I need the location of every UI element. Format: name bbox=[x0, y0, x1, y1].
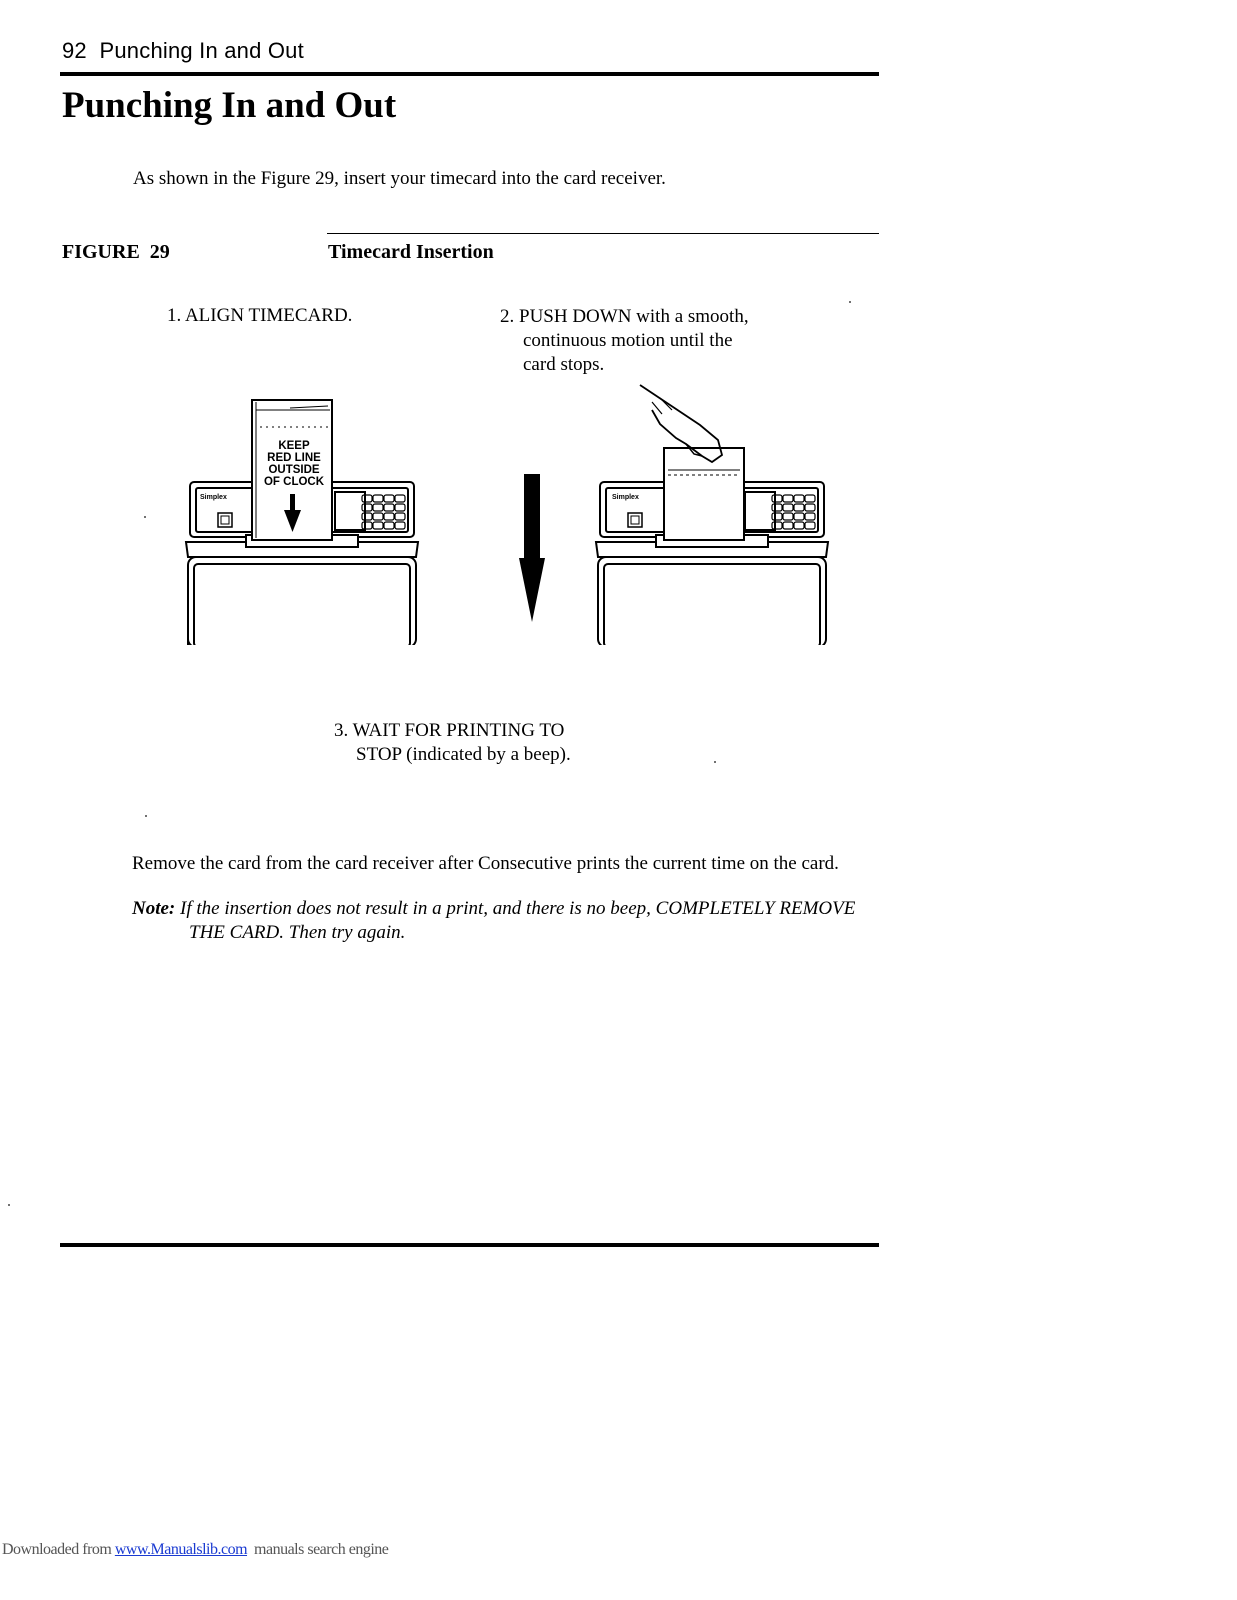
scan-speck bbox=[849, 301, 851, 303]
clock-left bbox=[186, 400, 418, 645]
page-title: Punching In and Out bbox=[62, 85, 397, 126]
card-text-line-4: OF CLOCK bbox=[263, 476, 325, 488]
scan-speck bbox=[144, 516, 146, 518]
timecard-label bbox=[252, 440, 336, 488]
figure-label: FIGURE 29 bbox=[62, 241, 170, 263]
card-text-line-1: KEEP bbox=[278, 440, 310, 452]
step-2-line-1: PUSH DOWN with a smooth, bbox=[519, 306, 749, 327]
step-1-number: 1. bbox=[167, 305, 182, 326]
note-label: Note: bbox=[132, 898, 176, 919]
remove-paragraph: Remove the card from the card receiver after Consecutive prints the current time on the card. bbox=[132, 853, 839, 874]
footer-suffix: manuals search engine bbox=[247, 1541, 389, 1558]
footer-rule bbox=[60, 1243, 879, 1247]
clock-right bbox=[596, 385, 828, 645]
note-line-2: THE CARD. Then try again. bbox=[189, 922, 406, 943]
note bbox=[132, 897, 855, 945]
step-1 bbox=[167, 305, 352, 327]
manualslib-link[interactable]: www.Manualslib.com bbox=[114, 1541, 248, 1558]
running-header bbox=[62, 38, 304, 64]
download-footer bbox=[2, 1541, 388, 1559]
header-rule bbox=[60, 72, 879, 76]
scan-speck bbox=[8, 1204, 10, 1206]
intro-paragraph: As shown in the Figure 29, insert your timecard into the card receiver. bbox=[133, 168, 666, 189]
brand-logo-right: Simplex bbox=[612, 494, 639, 501]
card-text-line-2: RED LINE bbox=[267, 452, 321, 464]
scan-speck bbox=[145, 815, 147, 817]
push-down-arrow bbox=[519, 474, 545, 622]
page-number: 92 bbox=[62, 38, 87, 63]
step-2-number: 2. bbox=[500, 306, 515, 327]
step-2-line-2: continuous motion until the bbox=[523, 330, 733, 351]
note-line-1: If the insertion does not result in a print, and there is no beep, COMPLETELY REMOVE bbox=[180, 898, 856, 919]
step-3-line-1: WAIT FOR PRINTING TO bbox=[352, 720, 565, 741]
footer-prefix: Downloaded from bbox=[2, 1541, 115, 1558]
figure-rule bbox=[327, 233, 879, 234]
card-text-line-3: OUTSIDE bbox=[268, 464, 320, 476]
step-2 bbox=[500, 305, 749, 377]
running-header-section: Punching In and Out bbox=[99, 38, 304, 63]
brand-logo-left: Simplex bbox=[200, 494, 227, 501]
step-3 bbox=[334, 719, 571, 767]
timecard-insertion-illustration bbox=[180, 380, 840, 645]
step-3-number: 3. bbox=[334, 720, 349, 741]
step-3-line-2: STOP (indicated by a beep). bbox=[356, 744, 571, 765]
scan-speck bbox=[714, 761, 716, 763]
step-2-line-3: card stops. bbox=[523, 354, 605, 375]
step-1-text: ALIGN TIMECARD. bbox=[184, 305, 353, 326]
figure-title: Timecard Insertion bbox=[328, 241, 494, 263]
